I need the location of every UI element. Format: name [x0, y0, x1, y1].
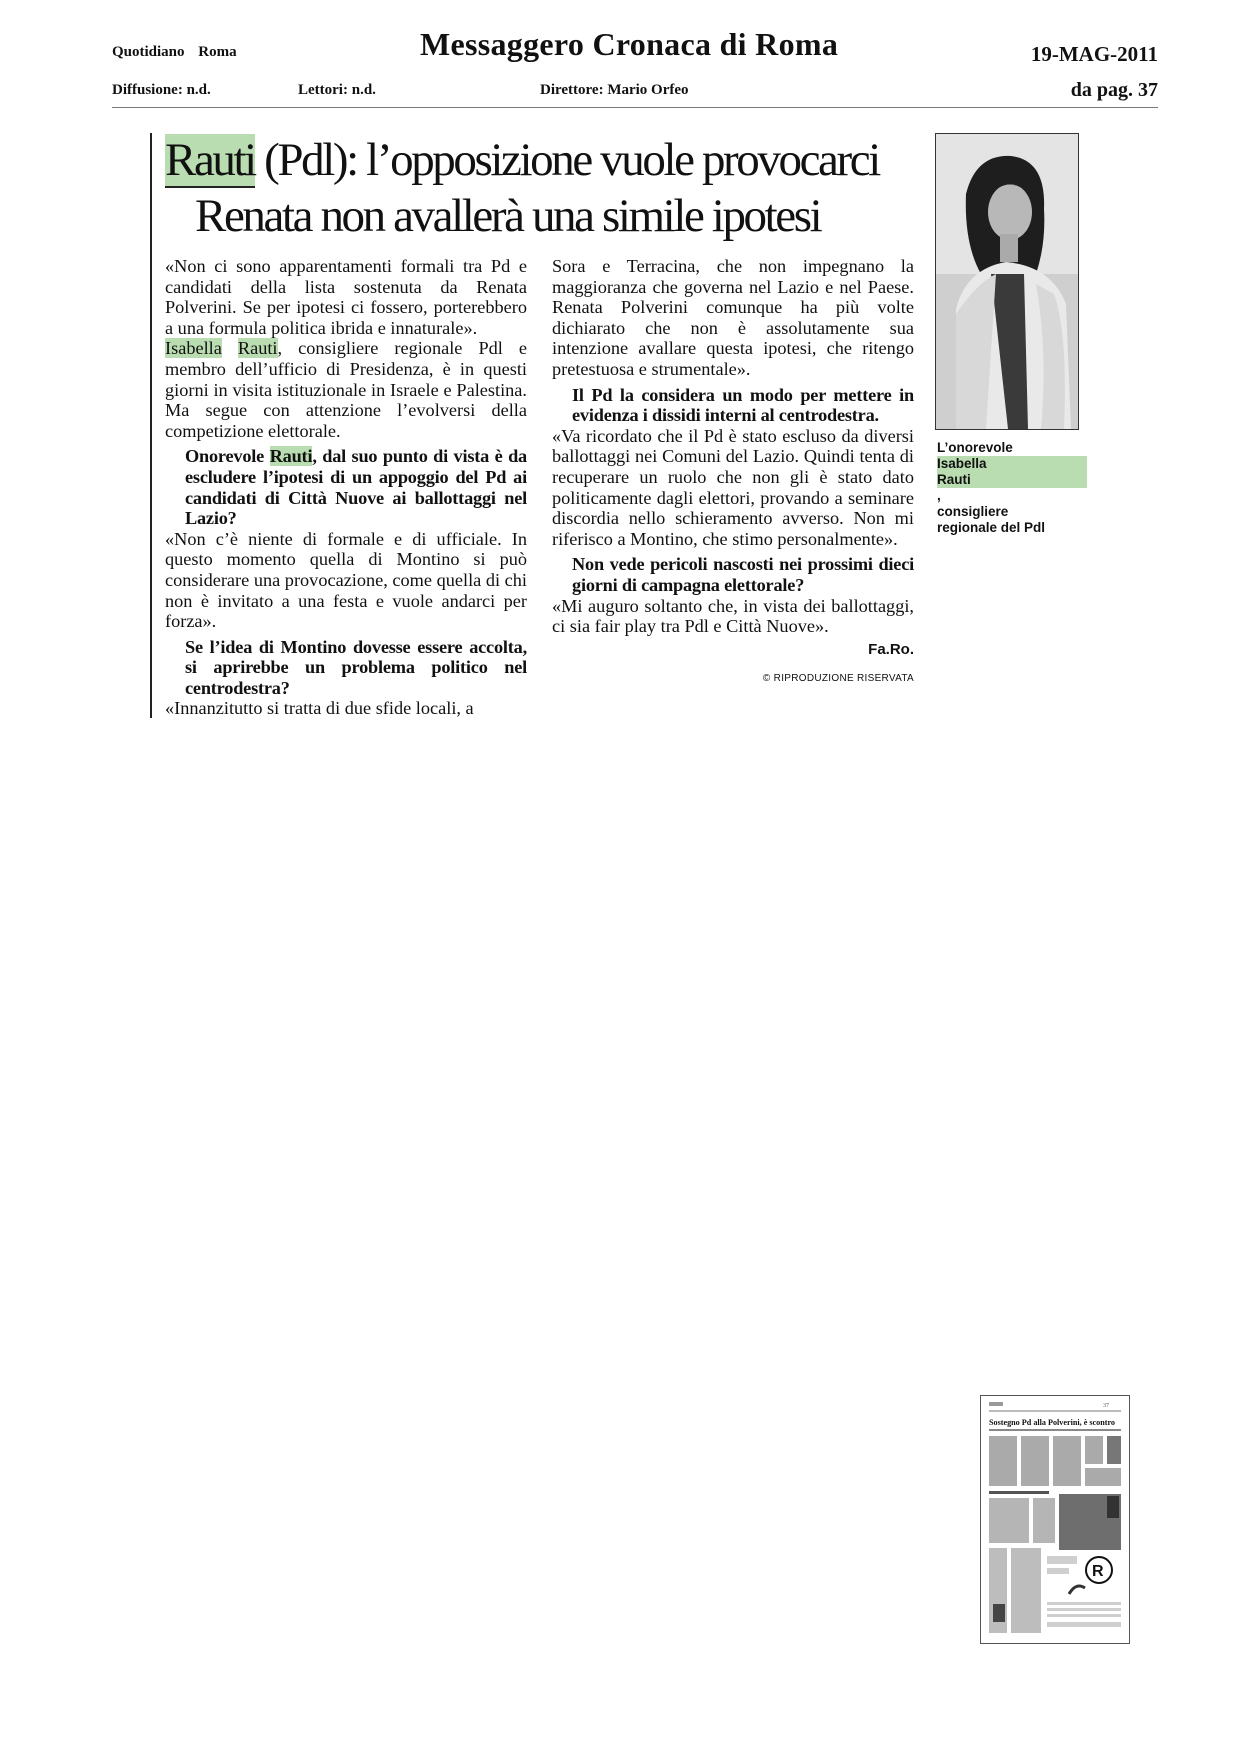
page-number: da pag. 37	[1070, 79, 1158, 101]
headline-line-1-text: (Pdl): l’opposizione vuole provocarci	[254, 134, 879, 186]
paragraph-bio-text: , consigliere regionale Pdl e membro dell’ufficio di Presidenza, è in questi giorni in visita istituzionale in Israele e Palestina. Ma segue con attenzione l’evolversi della competizione elettorale.	[165, 338, 527, 441]
headline-line-1	[165, 132, 925, 188]
answer-4: «Mi auguro soltanto che, in vista dei ballottaggi, ci sia fair play tra Pdl e Città Nuove».	[552, 595, 914, 637]
headline-name-highlight: Rauti	[165, 134, 255, 186]
name-highlight: Rauti	[937, 472, 1087, 488]
paragraph-intro: «Non ci sono apparentamenti formali tra Pd e candidati della lista sostenuta da Renata Polverini. Se per ipotesi ci fossero, porterebbero a una formula politica ibrida e innaturale».	[165, 256, 527, 338]
diffusione-label: Diffusione: n.d.	[112, 82, 211, 98]
caption-line-2: Isabella Rauti ,	[937, 456, 1087, 504]
caption-line-3: consigliere	[937, 504, 1009, 519]
answer-2-start: «Innanzitutto si tratta di due sfide locali, a	[165, 698, 474, 719]
answer-1: «Non c’è niente di formale e di ufficiale. In questo momento quella di Montino si può considerare una provocazione, come quella di chi non è invitato a una festa e vuole andarci per forza».	[165, 528, 527, 632]
name-highlight: Rauti	[237, 338, 278, 359]
header-divider	[112, 107, 1158, 108]
publication-date: 19-MAG-2011	[1030, 42, 1158, 66]
direttore-label: Direttore: Mario Orfeo	[540, 82, 689, 98]
lettori-label: Lettori: n.d.	[298, 82, 376, 98]
name-highlight: Rauti	[269, 446, 313, 467]
article-column-2	[552, 256, 914, 690]
article-headline	[165, 132, 925, 244]
question-2: Se l’idea di Montino dovesse essere accolta, si aprirebbe un problema politico nel centrodestra?	[185, 636, 527, 698]
caption-line-4: regionale del Pdl	[937, 520, 1046, 535]
source-city: Roma	[198, 44, 237, 60]
thumbnail-headline: Sostegno Pd alla Polverini, è scontro	[989, 1418, 1115, 1427]
question-3: Il Pd la considera un modo per mettere in evidenza i dissidi interni al centrodestra.	[572, 384, 914, 426]
publication-title: Messaggero Cronaca di Roma	[420, 26, 839, 62]
portrait-photo	[935, 133, 1079, 430]
name-highlight: Isabella	[937, 456, 1087, 472]
paragraph-bio	[165, 338, 527, 441]
answer-3: «Va ricordato che il Pd è stato escluso da diversi ballottaggi nei Comuni del Lazio. Quindi tenta di recuperare un ruolo che non gli è stato dato politicamente dagli elettori, provando a seminare discordia nello schieramento avverso. Non mi riferisco a Montino, che stimo personalmente».	[552, 425, 914, 549]
question-1	[165, 446, 527, 528]
copyright-notice: © RIPRODUZIONE RISERVATA	[762, 673, 914, 685]
question-1-text: , dal suo punto di vista è da escludere l’ipotesi di un appoggio del Pd ai candidati di Città Nuove ai ballottaggi nel Lazio?	[185, 446, 527, 529]
page-thumbnail	[980, 1395, 1130, 1644]
name-highlight: Isabella	[165, 338, 222, 359]
answer-2-continued: Sora e Terracina, che non impegnano la maggioranza che governa nel Lazio e nel Paese. Renata Polverini comunque ha più volte dichiarato che non è assolutamente sua intenzione avallare questa ipotesi, che ritengo pretestuosa e strumentale».	[552, 256, 914, 379]
caption-line-1: L’onorevole	[937, 440, 1013, 455]
source-type	[112, 44, 247, 61]
question-4: Non vede pericoli nascosti nei prossimi dieci giorni di campagna elettorale?	[572, 554, 914, 595]
svg-text:R: R	[1092, 1563, 1104, 1580]
thumbnail-page-preview	[981, 1396, 1129, 1643]
source-type-label: Quotidiano	[112, 44, 185, 60]
photo-caption	[937, 440, 1087, 536]
author-signature: Fa.Ro.	[868, 640, 914, 658]
header-info-row	[112, 79, 1158, 104]
portrait-illustration	[936, 134, 1078, 429]
article-column-1	[165, 256, 527, 719]
thumbnail-page-number: 37	[1103, 1403, 1109, 1409]
question-1-prefix: Onorevole	[185, 446, 270, 467]
headline-line-2: Renata non avallerà una simile ipotesi	[195, 190, 821, 242]
article-left-rule	[150, 133, 152, 718]
